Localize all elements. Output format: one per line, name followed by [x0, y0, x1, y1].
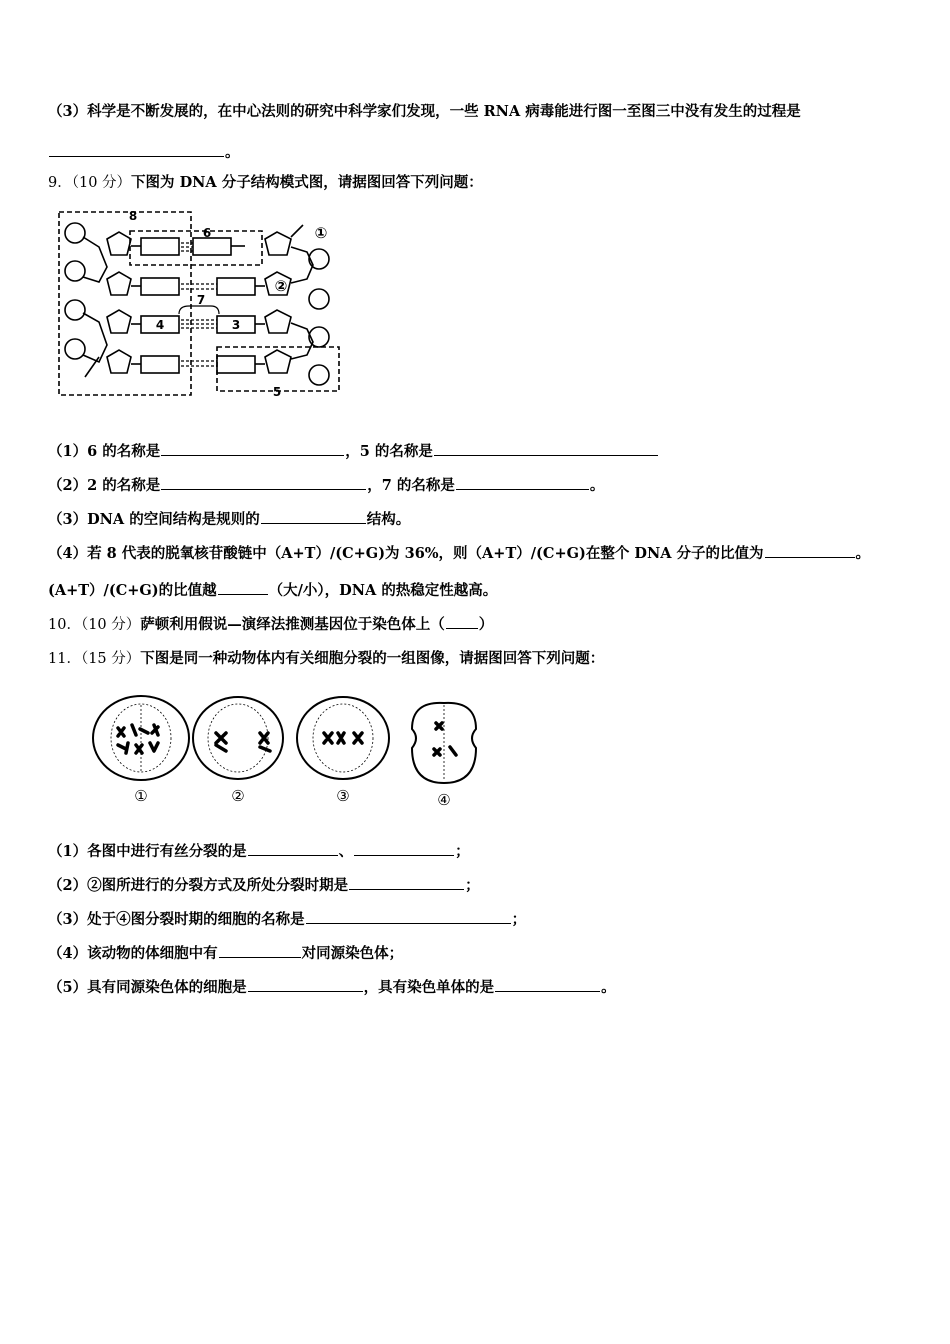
q9-part5: (A+T）/(C+G)的比值越 （大/小），DNA 的热稳定性越高。 [48, 582, 498, 599]
q8-part3-answer: 。 [48, 142, 240, 163]
dna-label-3: 3 [231, 318, 241, 332]
q11-stem: 11．（15 分）下图是同一种动物体内有关细胞分裂的一组图像，请据图回答下列问题： [48, 650, 605, 667]
q8-part3 [48, 102, 801, 122]
q9-stem-text: 下图为 DNA 分子结构模式图，请据图回答下列问题： [131, 174, 483, 191]
q9-part4: （4）若 8 代表的脱氧核苷酸链中（A+T）/(C+G)为 36%，则（A+T）/(C+G)在整个 DNA 分子的比值为 。 [48, 545, 871, 562]
q9-part2-blank-a[interactable] [161, 475, 366, 490]
dna-label-7: 7 [196, 293, 206, 307]
dna-label-4: 4 [155, 318, 165, 332]
q8-part3-text: （3）科学是不断发展的，在中心法则的研究中科学家们发现，一些 RNA 病毒能进行图一至图三中没有发生的过程是 [48, 103, 801, 120]
cell-division-figure [88, 693, 488, 813]
q11-part2: （2）②图所进行的分裂方式及所处分裂时期是 ； [48, 877, 480, 894]
dna-label-1: ① [314, 224, 328, 242]
q11-part1: （1）各图中进行有丝分裂的是 、 ； [48, 843, 470, 860]
q9-part1-blank-b[interactable] [434, 441, 658, 456]
q11-part3-blank[interactable] [306, 909, 511, 924]
cell-label-4: ④ [437, 791, 451, 809]
q9-part3: （3）DNA 的空间结构是规则的 结构。 [48, 511, 411, 528]
q11-part1-blank-b[interactable] [354, 841, 454, 856]
q11-part5: （5）具有同源染色体的细胞是 ，具有染色单体的是 。 [48, 979, 616, 996]
dna-label-5: 5 [272, 385, 282, 397]
q9-part5-blank[interactable] [218, 580, 268, 595]
q9-part3-blank[interactable] [261, 509, 366, 524]
q9-part2-blank-b[interactable] [456, 475, 589, 490]
dna-label-8: 8 [128, 209, 138, 223]
q11-part4-blank[interactable] [219, 943, 301, 958]
cell-label-2: ② [231, 787, 245, 805]
dna-structure-diagram [55, 207, 345, 397]
q11-part5-blank-b[interactable] [495, 977, 600, 992]
q11-part5-blank-a[interactable] [248, 977, 363, 992]
q10: 10．（10 分）萨顿利用假说—演绎法推测基因位于染色体上（ ） [48, 616, 494, 633]
dna-label-6: 6 [202, 226, 212, 240]
q11-part2-blank[interactable] [349, 875, 464, 890]
q9-part1: （1）6 的名称是 ，5 的名称是 [48, 441, 659, 462]
q11-part3: （3）处于④图分裂时期的细胞的名称是 ； [48, 911, 527, 928]
q10-number: 10．（10 分） [48, 617, 141, 633]
q11-part4: （4）该动物的体细胞中有 对同源染色体； [48, 945, 404, 962]
dna-label-2: ② [274, 277, 288, 295]
q11-number: 11．（15 分） [48, 651, 141, 667]
q10-blank[interactable] [446, 614, 478, 629]
q9-part1-blank-a[interactable] [161, 441, 344, 456]
q9-part4-blank[interactable] [765, 543, 855, 558]
q9-part2: （2）2 的名称是 ，7 的名称是 。 [48, 477, 605, 494]
cell-label-3: ③ [336, 787, 350, 805]
q11-part1-blank-a[interactable] [248, 841, 338, 856]
q9-number: 9．（10 分） [48, 175, 132, 191]
q8-part3-blank[interactable] [49, 142, 224, 157]
q9-stem [48, 173, 483, 193]
cell-label-1: ① [134, 787, 148, 805]
